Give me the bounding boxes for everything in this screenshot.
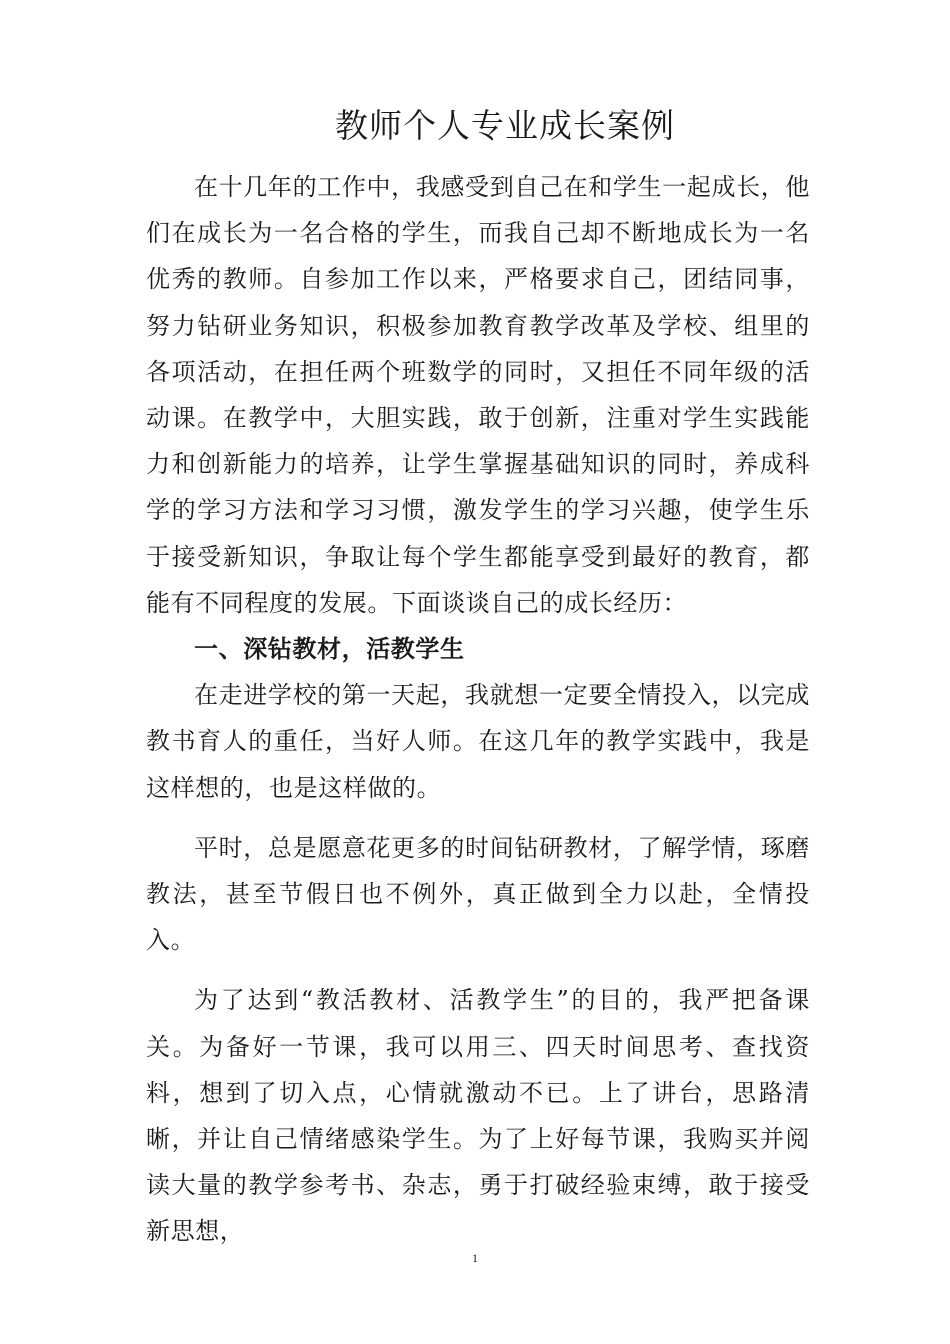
page-number: 1 <box>472 1251 478 1265</box>
intro-paragraph: 在十几年的工作中，我感受到自己在和学生一起成长，他们在成长为一名合格的学生，而我自己却不断地成长为一名优秀的教师。自参加工作以来，严格要求自己，团结同事，努力钻研业务知识，积极参加教育教学改革及学校、组里的各项活动，在担任两个班数学的同时，又担任不同年级的活动课。在教学中，大胆实践，敢于创新，注重对学生实践能力和创新能力的培养，让学生掌握基础知识的同时，养成科学的学习方法和学习习惯，激发学生的学习兴趣，使学生乐于接受新知识，争取让每个学生都能享受到最好的教育，都能有不同程度的发展。下面谈谈自己的成长经历： <box>146 173 810 617</box>
section-paragraph-2: 平时，总是愿意花更多的时间钻研教材，了解学情，琢磨教法，甚至节假日也不例外，真正做到全力以赴，全情投入。 <box>146 833 810 955</box>
document-body <box>146 164 810 1255</box>
section-paragraph-3: 为了达到“教活教材、活教学生”的目的，我严把备课关。为备好一节课，我可以用三、四天时间思考、查找资料，想到了切入点，心情就激动不已。上了讲台，思路清晰，并让自己情绪感染学生。为了上好每节课，我购买并阅读大量的教学参考书、杂志，勇于打破经验束缚，敢于接受新思想， <box>146 986 810 1246</box>
section-paragraph-1: 在走进学校的第一天起，我就想一定要全情投入，以完成教书育人的重任，当好人师。在这几年的教学实践中，我是这样想的，也是这样做的。 <box>146 681 810 802</box>
document-title: 教师个人专业成长案例 <box>335 106 675 145</box>
section-heading: 一、深钻教材，活教学生 <box>194 635 465 664</box>
